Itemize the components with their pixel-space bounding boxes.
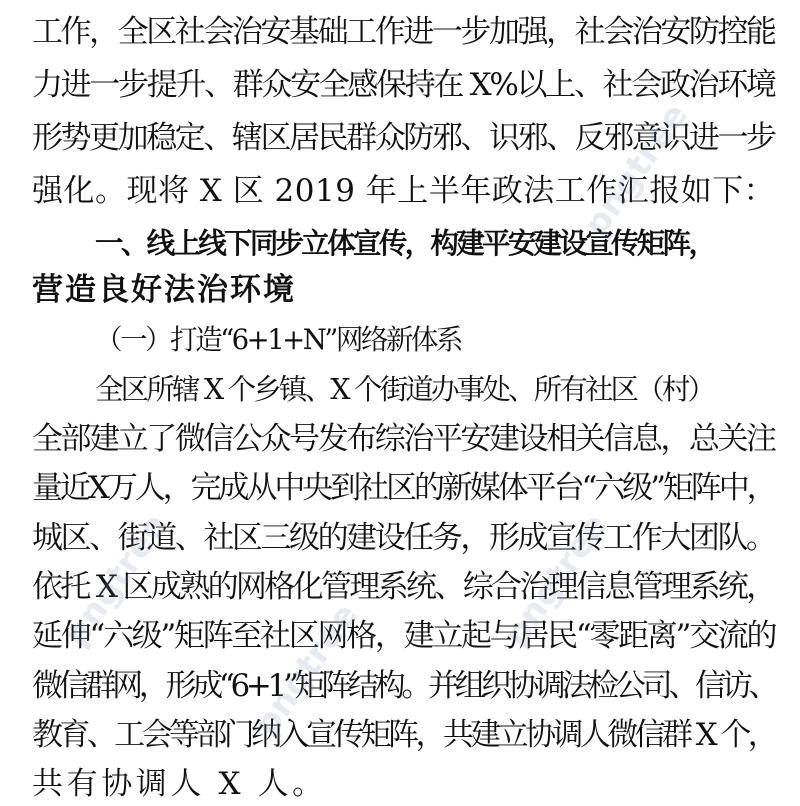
subsection-heading: （一）打造“6+1+N”网络新体系 (95, 324, 461, 356)
paragraph-line: 延伸“六级”矩阵至社区网格，建立起与居民“零距离”交流的 (32, 618, 776, 654)
section-heading: 一、线上线下同步立体宣传，构建平安建设宣传矩阵， (95, 227, 715, 260)
watermark: pngtree (56, 506, 176, 654)
paragraph-line: 全区所辖 X 个乡镇、X 个街道办事处、所有社区（村） (95, 373, 714, 406)
paragraph-line: 工作，全区社会治安基础工作进一步加强，社会治安防控能 (32, 14, 775, 50)
watermark: pngtree (246, 596, 366, 744)
paragraph-line: 共有协调人 X 人。 (32, 766, 327, 802)
paragraph-line: 微信群网，形成“6+1”矩阵结构。并组织协调法检公司、信访、 (32, 668, 776, 704)
paragraph-line: 依托 X 区成熟的网格化管理系统、综合治理信息管理系统， (32, 569, 775, 605)
paragraph-line: 量近X万人，完成从中央到社区的新媒体平台“六级”矩阵中， (32, 470, 775, 506)
paragraph-line: 全部建立了微信公众号发布综治平安建设相关信息，总关注 (32, 421, 775, 457)
watermark: pngtree (496, 506, 616, 654)
paragraph-line: 形势更加稳定、辖区居民群众防邪、识邪、反邪意识进一步 (32, 120, 775, 156)
paragraph-line: 城区、街道、社区三级的建设任务，形成宣传工作大团队。 (32, 520, 775, 556)
section-heading-continued: 营造良好法治环境 (32, 272, 296, 308)
paragraph-line: 力进一步提升、群众安全感保持在 X%以上、社会政治环境 (32, 67, 775, 103)
paragraph-line: 强化。现将 X 区 2019 年上半年政法工作汇报如下： (32, 173, 776, 209)
paragraph-line: 教育、工会等部门纳入宣传矩阵，共建立协调人微信群 X 个， (32, 717, 776, 753)
watermark: pngtree (576, 96, 696, 244)
